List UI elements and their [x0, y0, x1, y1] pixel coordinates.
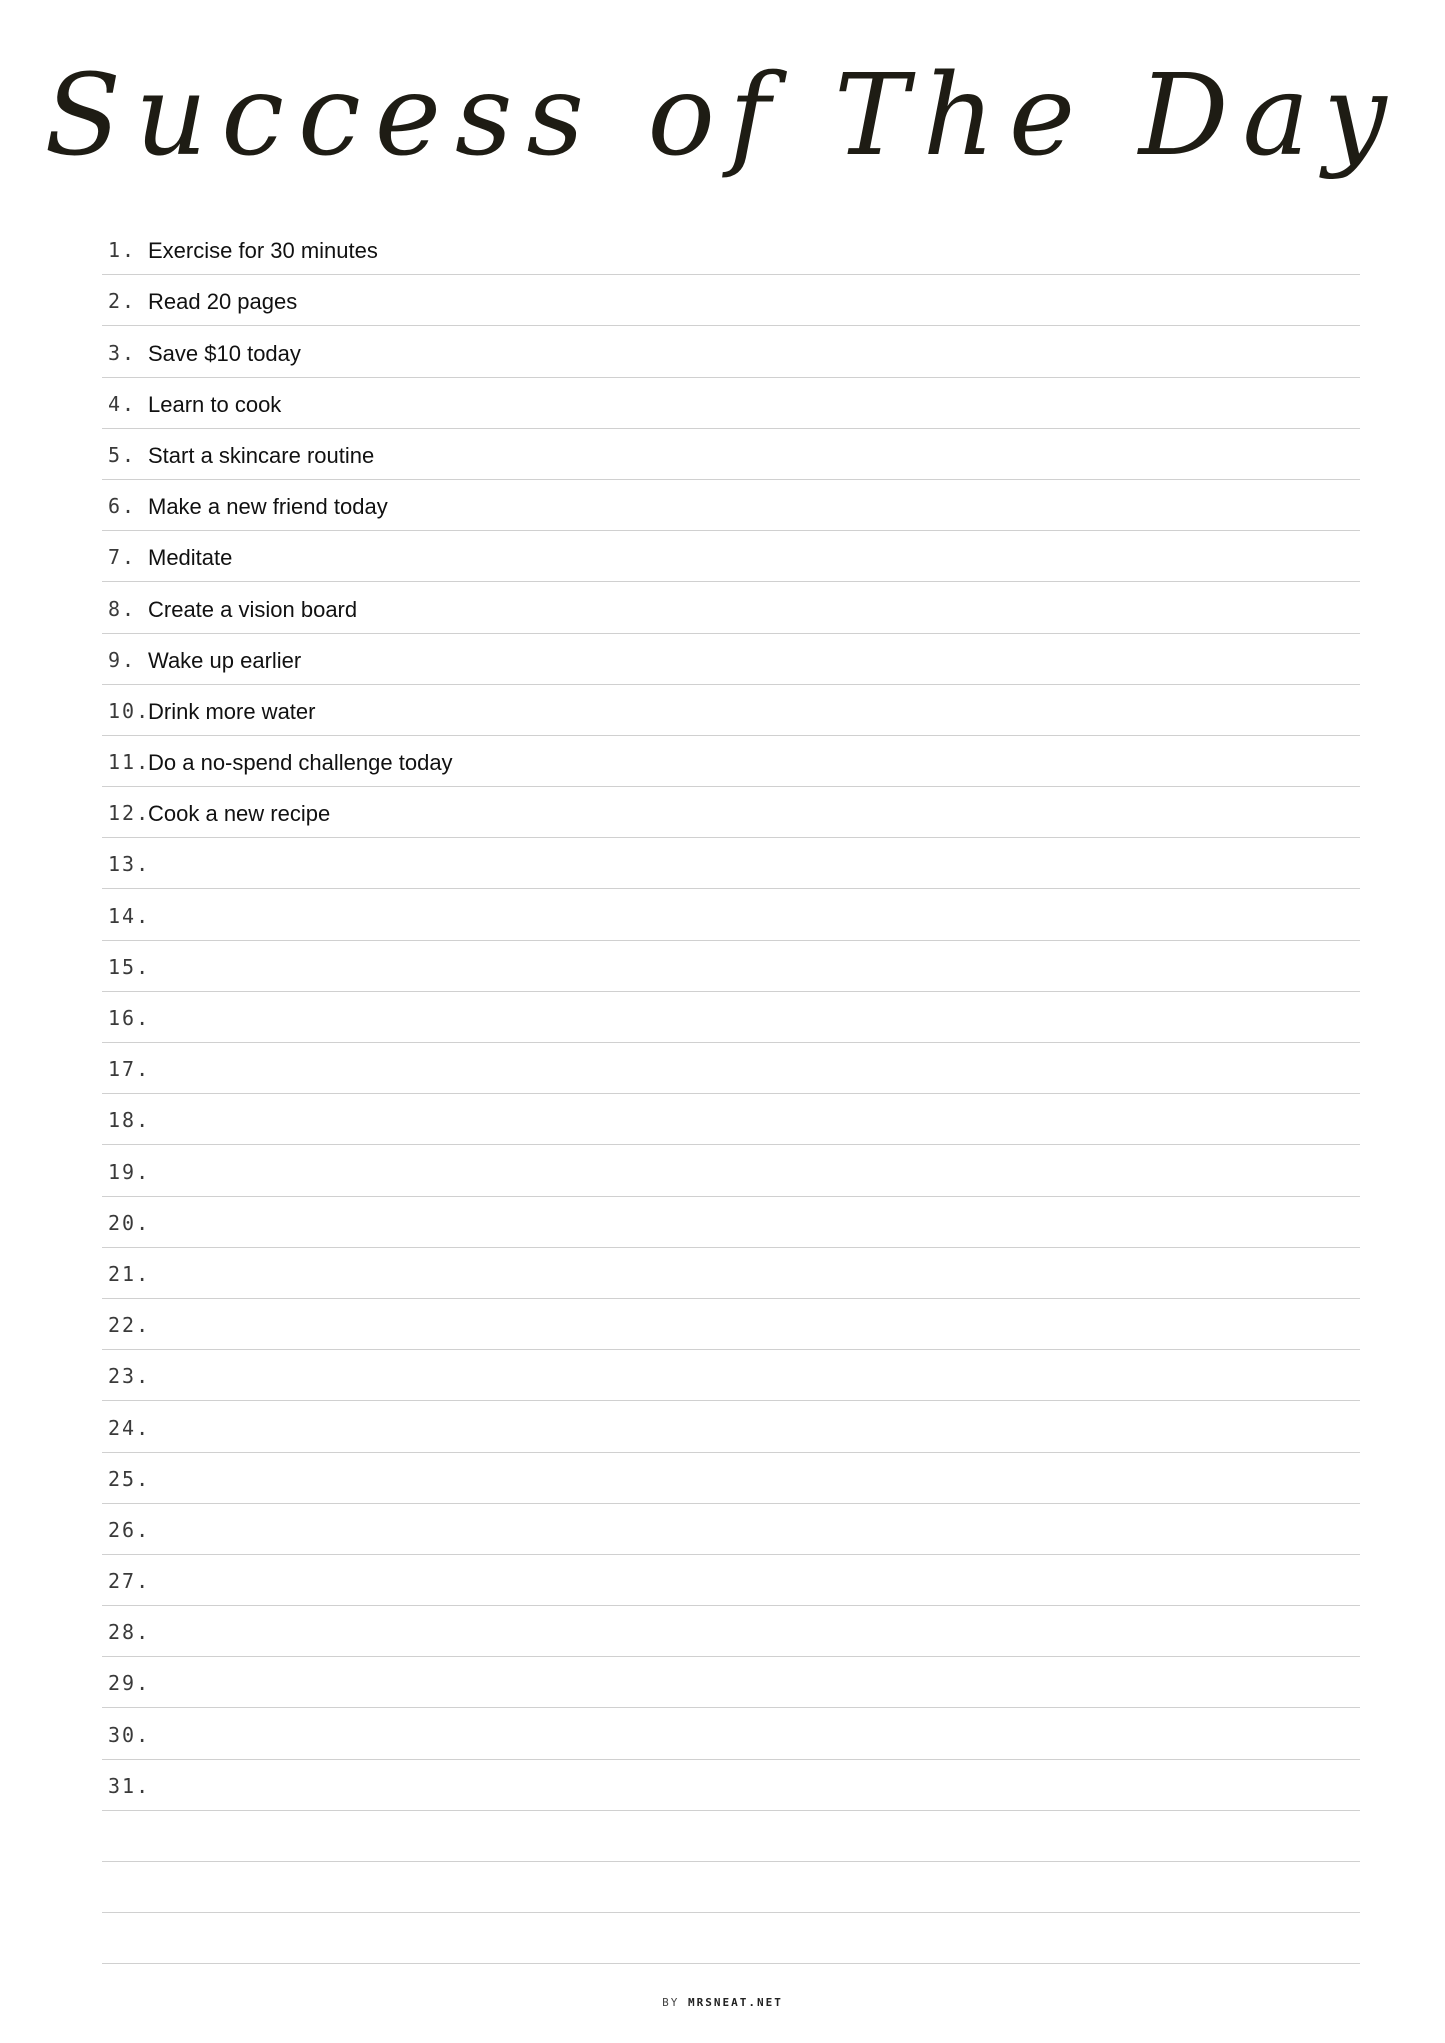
item-number: 3. — [108, 340, 137, 365]
item-text[interactable]: Read 20 pages — [148, 289, 298, 315]
item-number: 21. — [108, 1261, 151, 1286]
item-text[interactable]: Learn to cook — [148, 391, 282, 417]
list-item[interactable] — [102, 429, 1360, 480]
list-item[interactable] — [102, 838, 1360, 889]
item-number: 25. — [108, 1466, 151, 1491]
item-number: 11. — [108, 750, 151, 775]
list-item[interactable] — [102, 1555, 1360, 1606]
list-item[interactable] — [102, 582, 1360, 633]
list-item[interactable] — [102, 1299, 1360, 1350]
list-item[interactable] — [102, 480, 1360, 531]
item-text[interactable]: Drink more water — [148, 698, 316, 724]
footer-prefix: BY — [662, 1996, 680, 2009]
list-item[interactable] — [102, 275, 1360, 326]
item-number: 31. — [108, 1773, 151, 1798]
item-text[interactable]: Save $10 today — [148, 340, 301, 366]
list-item[interactable] — [102, 1197, 1360, 1248]
list-item[interactable] — [102, 736, 1360, 787]
list-item[interactable] — [102, 1453, 1360, 1504]
item-number: 8. — [108, 596, 137, 621]
item-number: 1. — [108, 238, 137, 263]
list-item[interactable] — [102, 1606, 1360, 1657]
list-item[interactable] — [102, 224, 1360, 275]
list-item[interactable] — [102, 787, 1360, 838]
item-text[interactable]: Make a new friend today — [148, 494, 388, 520]
item-number: 16. — [108, 1006, 151, 1030]
item-number: 5. — [108, 442, 137, 467]
list-item[interactable] — [102, 1145, 1360, 1196]
item-number: 15. — [108, 954, 151, 979]
item-text[interactable]: Exercise for 30 minutes — [148, 238, 378, 264]
item-number: 22. — [108, 1313, 151, 1338]
item-number: 14. — [108, 903, 151, 928]
list-item[interactable] — [102, 531, 1360, 582]
item-number: 27. — [108, 1569, 151, 1594]
item-number: 26. — [108, 1517, 151, 1542]
item-number: 17. — [108, 1057, 151, 1082]
list-item[interactable] — [102, 634, 1360, 685]
list-item[interactable] — [102, 1350, 1360, 1401]
page-title: Success of The Day — [44, 51, 1401, 181]
list-item[interactable] — [102, 889, 1360, 940]
list-item[interactable] — [102, 1504, 1360, 1555]
item-number: 12. — [108, 801, 151, 826]
list-item[interactable] — [102, 1401, 1360, 1452]
footer-credit — [0, 1996, 1445, 2009]
blank-line[interactable] — [102, 1913, 1360, 1964]
item-number: 20. — [108, 1210, 151, 1235]
list-item[interactable] — [102, 1094, 1360, 1145]
item-number: 7. — [108, 545, 137, 570]
blank-line[interactable] — [102, 1862, 1360, 1913]
item-number: 9. — [108, 647, 137, 672]
item-text[interactable]: Meditate — [148, 545, 233, 571]
list-item[interactable] — [102, 685, 1360, 736]
list-item[interactable] — [102, 992, 1360, 1043]
item-number: 10. — [108, 698, 151, 723]
item-number: 13. — [108, 852, 151, 877]
item-text[interactable]: Cook a new recipe — [148, 801, 331, 827]
list-item[interactable] — [102, 1708, 1360, 1759]
list-item[interactable] — [102, 326, 1360, 377]
list-item[interactable] — [102, 1248, 1360, 1299]
list-item[interactable] — [102, 378, 1360, 429]
blank-line[interactable] — [102, 1811, 1360, 1862]
item-text[interactable]: Do a no-spend challenge today — [148, 750, 453, 776]
footer-brand: MRSNEAT.NET — [688, 1996, 783, 2009]
item-number: 2. — [108, 289, 137, 314]
list-item[interactable] — [102, 1760, 1360, 1811]
item-text[interactable]: Wake up earlier — [148, 647, 302, 673]
item-number: 29. — [108, 1671, 151, 1696]
item-number: 19. — [108, 1159, 151, 1184]
list-item[interactable] — [102, 1657, 1360, 1708]
item-text[interactable]: Start a skincare routine — [148, 442, 375, 468]
item-number: 23. — [108, 1364, 151, 1389]
list-item[interactable] — [102, 941, 1360, 992]
success-list — [102, 224, 1360, 1964]
item-number: 28. — [108, 1620, 151, 1645]
item-number: 30. — [108, 1722, 151, 1747]
item-number: 6. — [108, 494, 137, 519]
item-number: 24. — [108, 1415, 151, 1440]
list-item[interactable] — [102, 1043, 1360, 1094]
item-text[interactable]: Create a vision board — [148, 596, 358, 622]
item-number: 4. — [108, 391, 137, 416]
item-number: 18. — [108, 1108, 151, 1133]
